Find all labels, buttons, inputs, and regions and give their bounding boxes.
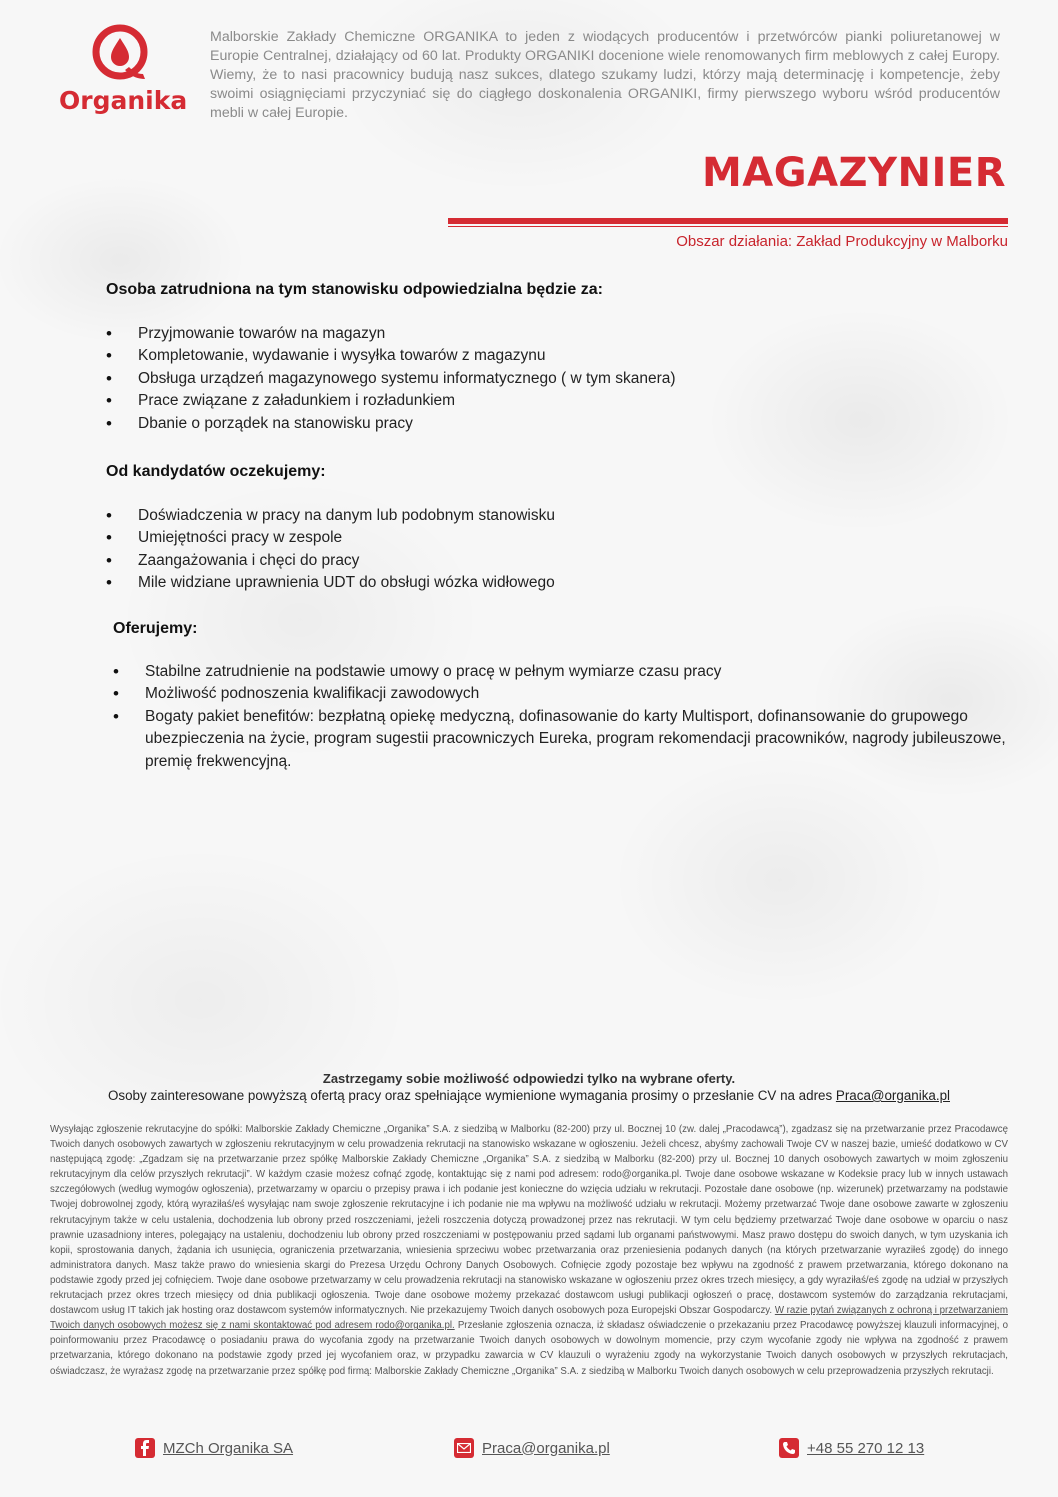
list-item: • Przyjmowanie towarów na magazyn: [106, 323, 1006, 345]
title-divider: [448, 218, 1008, 224]
job-title: MAGAZYNIER: [701, 150, 1006, 196]
list-item: • Kompletowanie, wydawanie i wysyłka towarów z magazynu: [106, 345, 1006, 367]
facebook-icon: [135, 1438, 155, 1458]
facebook-label: MZCh Organika SA: [163, 1439, 294, 1457]
company-intro: Malborskie Zakłady Chemiczne ORGANIKA to jeden z wiodących producentów i przetwórców pianki poliuretanowej w Europie Centralnej, działający od 60 lat. Produkty ORGANIKI docenione wiele renomowanych firm meblowych z całej Europy. Wiemy, że to nasi pracownicy budują nasz sukces, dlatego szukamy ludzi, którzy mają determinację i kompetencje, żeby swoimi osiągnięciami przyczyniać się do ciągłego doskonalenia ORGANIKI, firmy pierwszego wyboru wśród producentów mebli w całej Europie.: [210, 29, 1000, 121]
facebook-contact[interactable]: [135, 1438, 293, 1458]
apply-note: [0, 1088, 1058, 1103]
responsibilities-heading: Osoba zatrudniona na tym stanowisku odpowiedzialna będzie za:: [106, 281, 603, 298]
offer-heading: Oferujemy:: [113, 620, 198, 637]
list-item: • Mile widziane uprawnienia UDT do obsługi wózka widłowego: [106, 572, 1006, 594]
reserve-note: Zastrzegamy sobie możliwość odpowiedzi tylko na wybrane oferty.: [322, 1071, 736, 1086]
title-divider-thin: [448, 226, 1008, 227]
list-item: • Dbanie o porządek na stanowisku pracy: [106, 413, 1006, 435]
list-item: • Prace związane z załadunkiem i rozładunkiem: [106, 390, 1006, 412]
list-item: • Obsługa urządzeń magazynowego systemu informatycznego ( w tym skanera): [106, 368, 1006, 390]
responsibilities-list: [106, 323, 1006, 435]
phone-contact[interactable]: [779, 1438, 924, 1458]
email-label: Praca@organika.pl: [482, 1439, 610, 1457]
gdpr-contact-link[interactable]: W razie pytań związanych z ochroną i przetwarzaniem Twoich danych osobowych możesz się z nami skontaktować pod adresem rodo@organika.pl.: [50, 1305, 1008, 1332]
list-item: • Bogaty pakiet benefitów: bezpłatną opiekę medyczną, dofinasowanie do karty Multisport, dofinansowanie do grupowego ubezpieczenia na życie, program sugestii pracowniczych Eureka, program rekomendacji pracowników, nagrody jubileuszowe, premię frekwencyjną.: [113, 706, 1008, 773]
list-item: • Zaangażowania i chęci do pracy: [106, 550, 1006, 572]
apply-email-link[interactable]: Praca@organika.pl: [835, 1088, 950, 1103]
company-logo: [55, 24, 188, 124]
list-item: • Umiejętności pracy w zespole: [106, 527, 1006, 549]
phone-icon: [779, 1438, 799, 1458]
list-item: • Możliwość podnoszenia kwalifikacji zawodowych: [113, 683, 1008, 705]
logo-text: Organika: [59, 86, 188, 115]
list-item: • Stabilne zatrudnienie na podstawie umowy o pracę w pełnym wymiarze czasu pracy: [113, 661, 1008, 683]
apply-text: Osoby zainteresowane powyższą ofertą pracy oraz spełniające wymienione wymagania prosimy o przesłanie CV na adres: [107, 1088, 836, 1103]
gdpr-clause: [50, 1122, 1008, 1379]
envelope-icon: [454, 1438, 474, 1458]
phone-label: +48 55 270 12 13: [807, 1439, 925, 1457]
requirements-list: [106, 505, 1006, 595]
list-item: • Doświadczenia w pracy na danym lub podobnym stanowisku: [106, 505, 1006, 527]
gdpr-text-1: Wysyłając zgłoszenie rekrutacyjne do spółki: Malborskie Zakłady Chemiczne „Organika” S.A. z siedzibą w Malborku (82-200) przy ul. Bocznej 10 (zw. dalej „Pracodawcą”), zgadzasz się na przetwarzanie przez Pracodawcę Twoich danych osobowych zawartych w zgłoszeniu rekrutacyjnym w celu prowadzenia rekrutacji na stanowisko wskazane w ogłoszeniu. Jeżeli chcesz, abyśmy zachowali Twoje CV w naszej bazie, umieść dodatkowo w CV następującą zgodę: „Zgadzam się na przetwarzanie przez spółkę Malborskie Zakłady Chemiczne „Organika” S.A. z siedzibą w Malborku (82-200) przy ul. Bocznej 10 danych osobowych zawartych w moim zgłoszeniu rekrutacyjnym dla celów przyszłych rekrutacji”. W każdym czasie możesz cofnąć zgodę, kontaktując się z nami pod adresem: rodo@organika.pl. Twoje dane osobowe wskazane w Kodeksie pracy lub w innych ustawach szczegółowych (według wymogów ogłoszenia), przetwarzamy w oparciu o przepisy prawa i ich podanie jest konieczne do wzięcia udziału w rekrutacji. Pozostałe dane osobowe (np. wizerunek) przetwarzamy na podstawie Twojej dobrowolnej zgody, którą wyraziłaś/eś wysyłając nam swoje zgłoszenie rekrutacyjne i ich podanie nie ma wpływu na możliwość udziału w rekrutacji. Możemy przetwarzać Twoje dane osobowe zawarte w zgłoszeniu rekrutacyjnym także w celu ustalenia, dochodzenia lub obrony przed roszczeniami, jeżeli roszczenia dotyczą prowadzonej przez nas rekrutacji. W tym celu będziemy przetwarzać Twoje dane osobowe w oparciu o nasz prawnie uzasadniony interes, polegający na ustaleniu, dochodzeniu lub obrony przed roszczeniami w postępowaniu przed sądami lub organami państwowymi. Masz prawo dostępu do swoich danych, w tym uzyskania ich kopii, sprostowania danych, żądania ich usunięcia, ograniczenia przetwarzania, wniesienia sprzeciwu wobec przetwarzania oraz przeniesienia podanych danych (na których przetwarzanie wyraziłeś zgodę) do innego administratora danych. Masz także prawo do wniesienia skargi do Prezesa Urzędu Ochrony Danych Osobowych. Cofnięcie zgody pozostaje bez wpływu na zgodność z prawem przetwarzania, którego dokonano na podstawie zgody przed jej cofnięciem. Twoje dane osobowe przetwarzamy w celu prowadzenia rekrutacji na stanowisko wskazane w ogłoszeniu przez okres trzech miesięcy, a gdy wyraziłaś/eś zgodę na udział w przyszłych rekrutacjach przez okres trzech miesięcy od dnia publikacji ogłoszenia. Twoje dane osobowe możemy przekazać dostawcom usługi publikacji ogłoszeń o pracę, dostawcom systemów do zarządzania rekrutacjami, dostawcom usług IT takich jak hosting oraz dostawcom systemów informatycznych. Nie przekazujemy Twoich danych osobowych poza Europejski Obszar Gospodarczy.: [50, 1124, 1008, 1317]
work-area: Obszar działania: Zakład Produkcyjny w Malborku: [676, 233, 1008, 250]
gdpr-text-2: Przesłanie zgłoszenia oznacza, iż składasz oświadczenie o przekazaniu przez Pracodawcę powyższej klauzuli informacyjnej, o poinformowaniu przez Pracodawcę o posiadaniu prawa do wycofania zgody na przetwarzanie Twoich danych osobowych w dowolnym momencie, przy czym wycofanie zgody nie wpływa na zgodność z prawem przetwarzania, którego dokonano na podstawie zgody przed jej wycofaniem oraz, w przypadku zawarcia w CV klauzuli o wyrażeniu zgody na wykorzystanie Twoich danych osobowych w przyszłych rekrutacjach, oświadczasz, że wyrażasz zgodę na przetwarzanie przez spółkę pod firmą: Malborskie Zakłady Chemiczne „Organika” S.A. z siedzibą w Malborku Twoich danych osobowych w celu przeprowadzenia przyszłych rekrutacji.: [50, 1320, 1008, 1377]
offer-list: [113, 661, 1008, 773]
requirements-heading: Od kandydatów oczekujemy:: [106, 463, 326, 480]
organika-q-logo-icon: [55, 24, 185, 94]
email-contact[interactable]: [454, 1438, 610, 1458]
